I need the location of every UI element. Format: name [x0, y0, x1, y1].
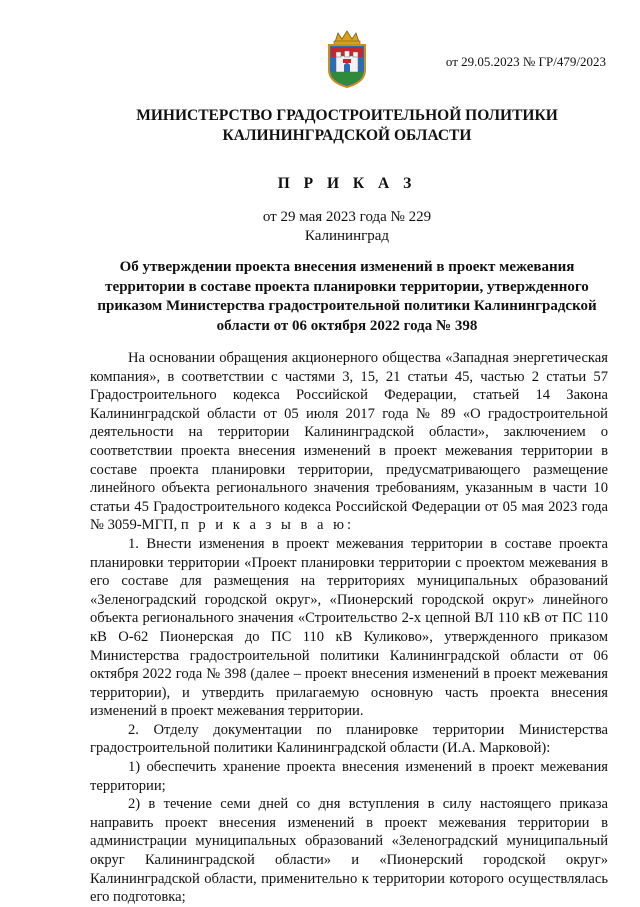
ministry-line: КАЛИНИНГРАДСКОЙ ОБЛАСТИ: [222, 127, 472, 144]
order-date: от 29 мая 2023 года № 229: [262, 209, 432, 225]
item-2-2-paragraph: 2) в течение семи дней со дня вступления в силу настоящего приказа направить проект внесения изменений в проект межевания территории в администрации муниципальных образований «Зеленоградский муниципальный округ Калининградской области» и «Пионерский городской округ» Калининградской области, применительно к территории которого осуществлялась его подготовка;: [90, 796, 608, 906]
order-heading: П Р И К А З: [277, 175, 417, 192]
title-line: Об утверждении проекта внесения изменений в проект межевания: [119, 259, 575, 275]
preamble-text: На основании обращения акционерного общества «Западная энергетическая компания», в соответствии с частями 3, 15, 21 статьи 45, частью 2 статьи 57 Градостроительного кодекса Российской Федерации, статьей 14 Закона Калининградской области от 05 июля 2017 года № 89 «О градостроительной деятельности на территории Калининградской области», заключением о соответствии проекта внесения изменений в проект межевания территории в составе проекта планировки территории, предусматривающего размещение линейного объекта регионального значения требованиям, указанным в части 10 статьи 45 Градостроительного кодекса Российской Федерации от 05 мая 2023 года № 3059-МГП,: [90, 350, 608, 534]
order-body: [90, 349, 608, 907]
kaliningrad-coat-of-arms-icon: [322, 30, 372, 88]
item-2-paragraph: 2. Отделу документации по планировке территории Министерства градостроительной политики Калининградской области (И.А. Марковой):: [90, 721, 608, 757]
ministry-line: МИНИСТЕРСТВО ГРАДОСТРОИТЕЛЬНОЙ ПОЛИТИКИ: [136, 107, 558, 124]
order-word: п р и к а з ы в а ю:: [180, 517, 355, 534]
item-2-1-paragraph: 1) обеспечить хранение проекта внесения изменений в проект межевания территории;: [90, 759, 608, 794]
title-line: области от 06 октября 2022 года № 398: [216, 317, 478, 334]
order-city: Калининград: [304, 228, 390, 244]
item-1-paragraph: 1. Внести изменения в проект межевания территории в составе проекта планировки территории «Проект планировки территории с проектом межевания в его составе для размещения на территориях муниципальных образований «Зеленоградский городской округ», «Пионерский городской округ» линейного объекта регионального значения «Строительство 2-х цепной ВЛ 110 кВ от ПС 110 кВ О-62 Пионерская до ПС 110 кВ Куликово», утвержденного приказом Министерства градостроительной политики Калининградской области от 06 октября 2022 года № 398 (далее – проект внесения изменений в проект межевания территории), и утвердить прилагаемую основную часть проекта внесения изменений в проект межевания территории.: [90, 535, 608, 720]
order-title: [92, 258, 602, 336]
registration-number: от 29.05.2023 № ГР/479/2023: [445, 54, 606, 69]
title-line: приказом Министерства градостроительной политики Калининградской: [97, 298, 597, 314]
ministry-name: [92, 106, 602, 146]
title-line: территории в составе проекта планировки территории, утвержденного: [105, 278, 589, 295]
preamble-paragraph: [90, 349, 608, 535]
order-date-place: [92, 208, 602, 246]
